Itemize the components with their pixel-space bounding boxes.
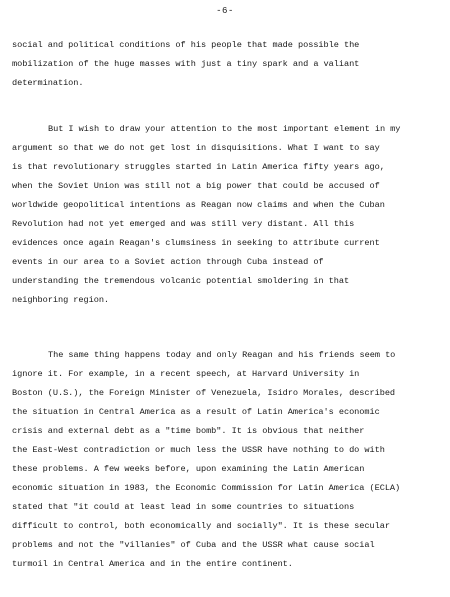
page-number: -6- xyxy=(216,6,234,16)
text-line: Revolution had not yet emerged and was still very distant. All this xyxy=(12,219,355,229)
text-line: mobilization of the huge masses with just a tiny spark and a valiant xyxy=(12,59,360,69)
text-line: The same thing happens today and only Reagan and his friends seem to xyxy=(48,350,396,360)
text-line: events in our area to a Soviet action through Cuba instead of xyxy=(12,257,324,267)
text-line: worldwide geopolitical intentions as Reagan now claims and when the Cuban xyxy=(12,200,385,210)
text-line: But I wish to draw your attention to the most important element in my xyxy=(48,124,401,134)
paragraph-1 xyxy=(12,36,442,93)
text-line: economic situation in 1983, the Economic Commission for Latin America (ECLA) xyxy=(12,483,401,493)
text-line: when the Soviet Union was still not a big power that could be accused of xyxy=(12,181,380,191)
text-line: these problems. A few weeks before, upon examining the Latin American xyxy=(12,464,365,474)
text-line: ignore it. For example, in a recent speech, at Harvard University in xyxy=(12,369,360,379)
text-line: understanding the tremendous volcanic potential smoldering in that xyxy=(12,276,350,286)
text-line: crisis and external debt as a "time bomb". It is obvious that neither xyxy=(12,426,365,436)
text-line: is that revolutionary struggles started in Latin America fifty years ago, xyxy=(12,162,385,172)
text-line: problems and not the "villanies" of Cuba and the USSR what cause social xyxy=(12,540,375,550)
text-line: difficult to control, both economically and socially". It is these secular xyxy=(12,521,390,531)
paragraph-3 xyxy=(12,346,442,574)
text-line: the East-West contradiction or much less the USSR have nothing to do with xyxy=(12,445,385,455)
text-line: neighboring region. xyxy=(12,295,110,305)
paragraph-2 xyxy=(12,120,442,310)
text-line: stated that "it could at least lead in some countries to situations xyxy=(12,502,355,512)
text-line: the situation in Central America as a result of Latin America's economic xyxy=(12,407,380,417)
text-line: evidences once again Reagan's clumsiness in seeking to attribute current xyxy=(12,238,380,248)
text-line: turmoil in Central America and in the entire continent. xyxy=(12,559,293,569)
text-line: determination. xyxy=(12,78,84,88)
text-line: argument so that we do not get lost in disquisitions. What I want to say xyxy=(12,143,380,153)
text-line: social and political conditions of his people that made possible the xyxy=(12,40,360,50)
text-line: Boston (U.S.), the Foreign Minister of Venezuela, Isidro Morales, described xyxy=(12,388,396,398)
